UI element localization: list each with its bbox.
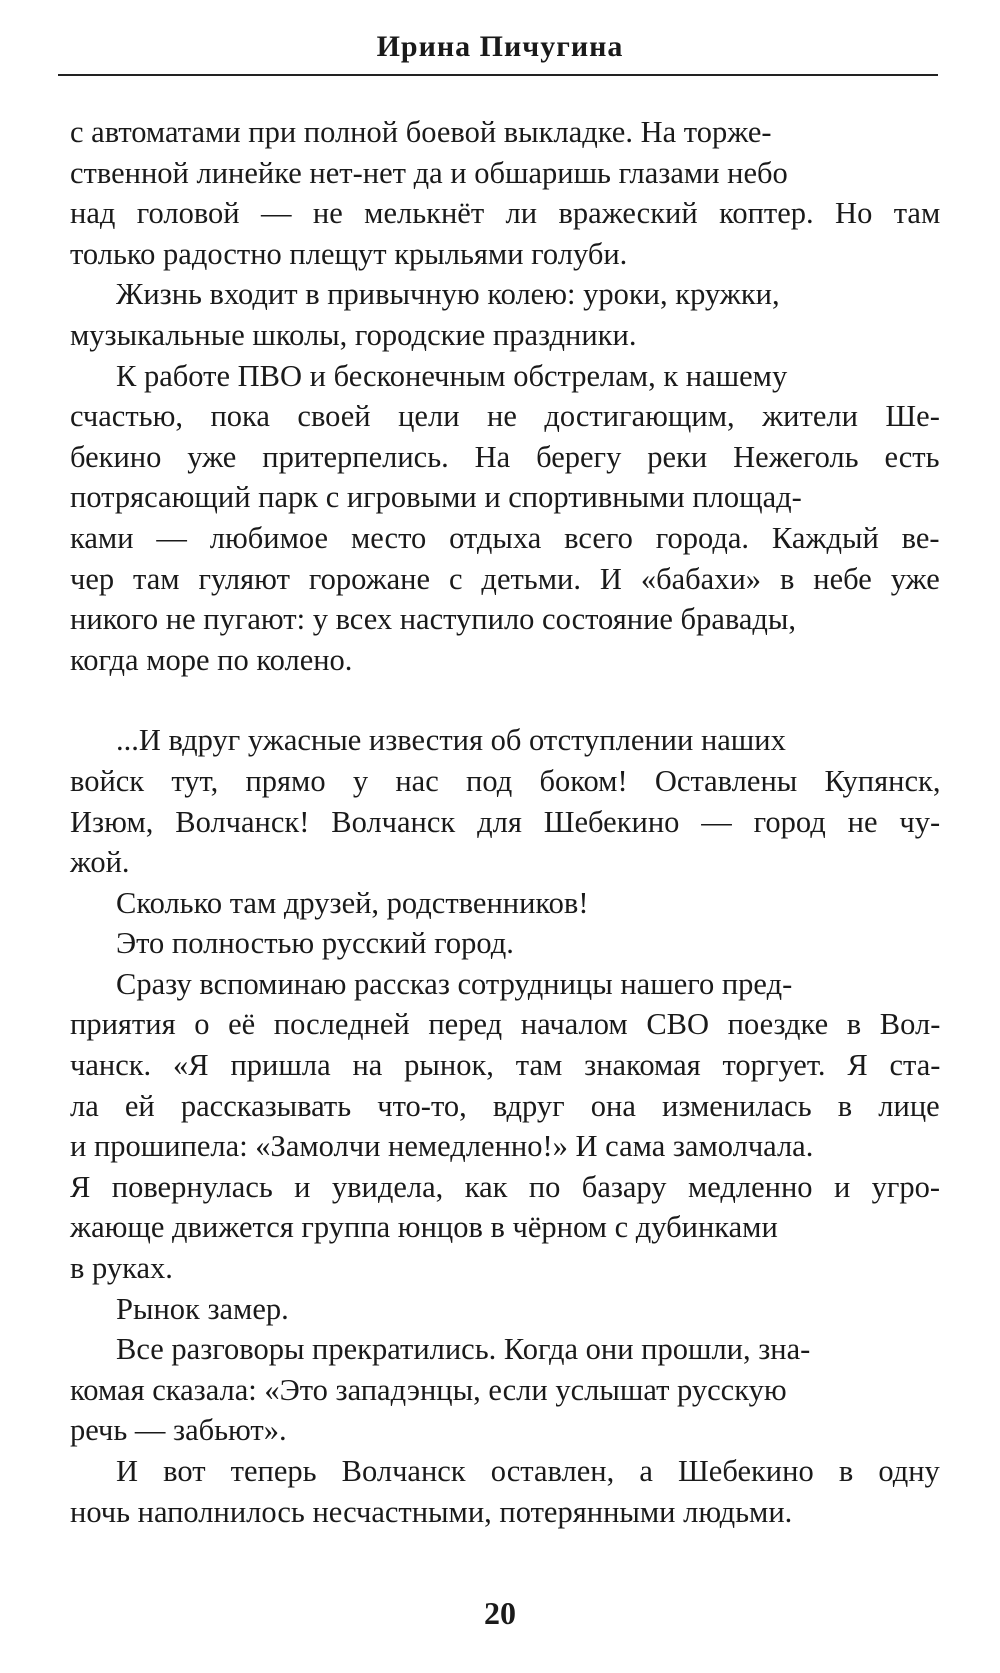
text-line: Жизнь входит в привычную колею: уроки, кружки,: [116, 277, 780, 312]
paragraph: [70, 274, 940, 355]
paragraph: [70, 1329, 940, 1451]
header-rule: [58, 74, 938, 76]
text-line: войск тут, прямо у нас под боком! Оставлены Купянск,: [70, 763, 941, 798]
text-line: речь — забьют».: [70, 1413, 287, 1448]
text-line: Рынок замер.: [116, 1291, 289, 1326]
text-line: счастью, пока своей цели не достигающим, жители Ше-: [70, 399, 940, 434]
text-line: жой.: [70, 845, 130, 880]
text-line: Сразу вспоминаю рассказ сотрудницы нашего пред-: [116, 966, 793, 1001]
text-line: Изюм, Волчанск! Волчанск для Шебекино — город не чу-: [70, 804, 941, 839]
text-line: Все разговоры прекратились. Когда они прошли, зна-: [116, 1332, 811, 1367]
text-line: приятия о её последней перед началом СВО поездке в Вол-: [70, 1007, 941, 1042]
paragraph: [70, 923, 940, 964]
section-break: [70, 680, 940, 720]
text-line: бекино уже притерпелись. На берегу реки Нежеголь есть: [70, 439, 940, 474]
text-line: над головой — не мелькнёт ли вражеский коптер. Но там: [70, 196, 941, 231]
text-line: с автоматами при полной боевой выкладке. На торже-: [70, 115, 772, 149]
paragraph: [70, 356, 940, 681]
paragraph: [70, 112, 940, 274]
paragraph: [70, 883, 940, 924]
running-header-author: Ирина Пичугина: [376, 30, 624, 63]
paragraph: [70, 1451, 940, 1532]
text-line: ночь наполнилось несчастными, потерянными людьми.: [70, 1494, 793, 1529]
text-line: ...И вдруг ужасные известия об отступлении наших: [116, 723, 786, 758]
text-line: в руках.: [70, 1251, 173, 1286]
paragraph: [70, 1289, 940, 1330]
text-line: жающе движется группа юнцов в чёрном с дубинками: [70, 1210, 778, 1245]
text-line: К работе ПВО и бесконечным обстрелам, к нашему: [116, 358, 788, 393]
text-line: и прошипела: «Замолчи немедленно!» И сама замолчала.: [70, 1129, 814, 1164]
text-line: чер там гуляют горожане с детьми. И «бабахи» в небе уже: [70, 561, 940, 596]
page-number: 20: [484, 1595, 516, 1631]
text-line: только радостно плещут крыльями голуби.: [70, 236, 628, 271]
text-line: комая сказала: «Это западэнцы, если услышат русскую: [70, 1372, 787, 1407]
text-line: ла ей рассказывать что-то, вдруг она изменилась в лице: [70, 1088, 940, 1123]
text-line: никого не пугают: у всех наступило состояние бравады,: [70, 602, 797, 637]
text-line: Я повернулась и увидела, как по базару медленно и угро-: [70, 1169, 941, 1204]
text-line: ками — любимое место отдыха всего города. Каждый ве-: [70, 520, 940, 555]
text-line: Это полностью русский город.: [116, 926, 514, 961]
text-line: Сколько там друзей, родственников!: [116, 885, 589, 920]
text-line: ственной линейке нет-нет да и обшаришь глазами небо: [70, 155, 788, 190]
text-line: потрясающий парк с игровыми и спортивными площад-: [70, 480, 802, 515]
text-line: когда море по колено.: [70, 642, 353, 677]
paragraph: [70, 964, 940, 1289]
text-line: чанск. «Я пришла на рынок, там знакомая торгует. Я ста-: [70, 1048, 941, 1083]
paragraph: [70, 720, 940, 882]
body-text: [70, 112, 940, 1532]
text-line: музыкальные школы, городские праздники.: [70, 317, 637, 352]
text-line: И вот теперь Волчанск оставлен, а Шебекино в одну: [116, 1454, 940, 1488]
